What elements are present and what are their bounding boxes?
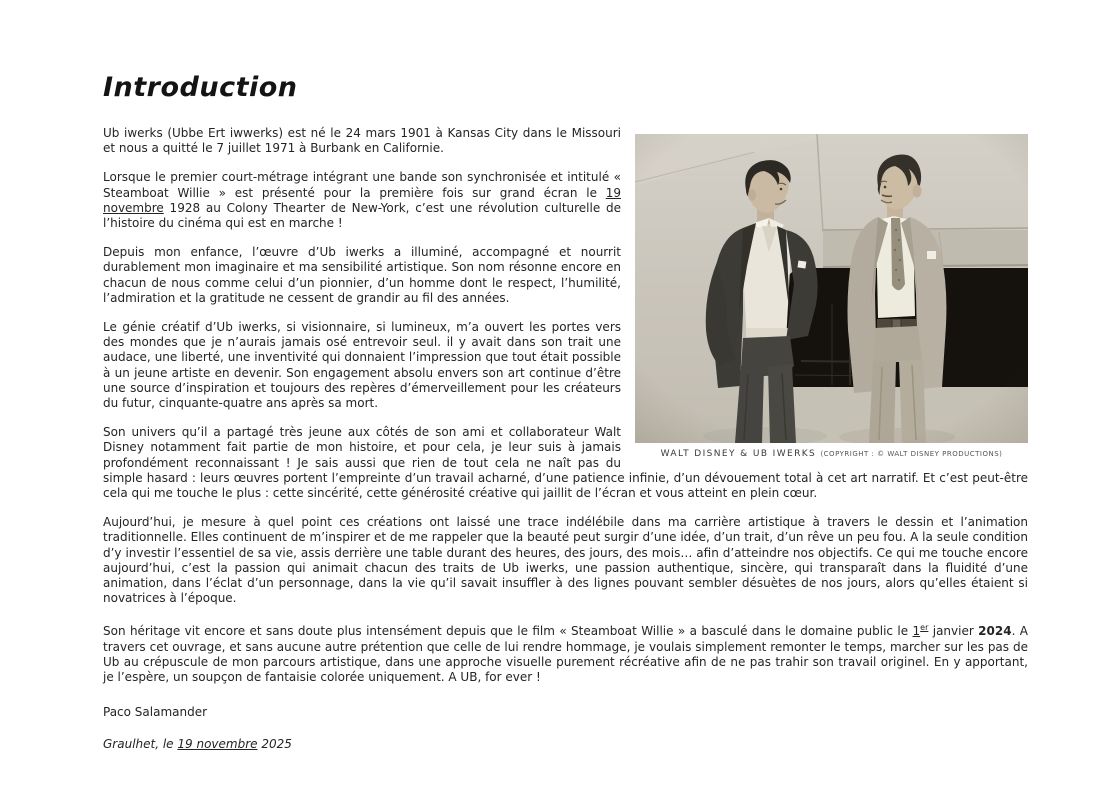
document-body — [103, 126, 1028, 752]
photo-caption-names: WALT DISNEY & UB IWERKS — [660, 449, 817, 459]
text-segment: Le génie créatif d’Ub iwerks, si visionnaire, si lumineux, m’a ouvert les portes vers des mondes que je n’aurais jamais osé entrevoir seul. il y avait dans son trait une audace, une liberté, une inventivité qui donnaient l’impression que tout était possible à un jeune artiste en devenir. Son engagement absolu envers son art continue d’être une source d’inspiration et toujours des repères d’émerveillement pour les créateurs du futur, cinquante-quatre ans après sa mort. — [103, 320, 621, 411]
signature: Paco Salamander — [103, 705, 208, 720]
text-segment: Son héritage vit encore et sans doute plus intensément depuis que le film « Steamboat Willie » a basculé dans le domaine public le — [103, 624, 913, 639]
text-segment: Depuis mon enfance, l’œuvre d’Ub iwerks a illuminé, accompagné et nourrit durablement mon imaginaire et ma sensibilité artistique. Son nom résonne encore en chacun de nous comme celui d’un pionnier, d’un homme dont le respect, l’humilité, l’admiration et la gratitude ne cessent de grandir au fil des années. — [103, 245, 621, 305]
text-segment: 2025 — [257, 736, 292, 751]
photo-caption — [635, 447, 1028, 462]
text-segment: Son univers qu’il a partagé très jeune aux côtés de son ami et collaborateur Walt Disney notamment fait partie de mon histoire, et pour cela, je leur suis à jamais profondément reconnaissant ! Je sais aussi que rien de tout cela ne naît pas du simple hasard : leurs œuvres portent l’empreinte d’un travail acharné, d’une patience infinie, d’un dévouement total à cet art narratif. Et c’est peut-être cela qui me touche le plus : cette sincérité, cette générosité créative qui jaillit de l’écran et vous atteint en plein cœur. — [103, 425, 1028, 501]
text-segment: 1 — [912, 624, 921, 639]
photo-figure — [635, 134, 1028, 462]
paragraph — [103, 515, 1028, 606]
date-line — [103, 737, 1028, 752]
text-segment: Ub iwerks (Ubbe Ert iwwerks) est né le 24 mars 1901 à Kansas City dans le Missouri et nous a quitté le 7 juillet 1971 à Burbank en Californie. — [103, 126, 621, 156]
text-segment: er — [920, 623, 929, 633]
text-segment: 19 novembre — [177, 736, 258, 751]
text-segment: Graulhet, le — [103, 736, 178, 751]
text-segment: Aujourd’hui, je mesure à quel point ces créations ont laissé une trace indélébile dans ma carrière artistique à travers le dessin et l’animation traditionnelle. Elles continuent de m’inspirer et de me rappeler que la beauté peut surgir d’une idée, d’un trait, d’un rêve un peu fou. A la seule condition d’y investir l’essentiel de sa vie, assis derrière une table durant des heures, des jours, des mois… afin d’atteindre nos objectifs. Ce qui me touche encore aujourd’hui, c’est la passion qui animait chacun des traits de Ub iwerks, une passion authentique, sincère, qui transparaît dans la fluidité d’une animation, dans l’éclat d’un personnage, dans la vie qu’il savait insuffler à des lignes pouvant sembler désuètes de nos jours, alors qu’elles étaient si novatrices à l’époque. — [103, 515, 1028, 606]
text-segment: 19 novembre — [103, 185, 621, 215]
text-segment: 2024 — [978, 624, 1012, 639]
text-segment: Lorsque le premier court-métrage intégrant une bande son synchronisée et intitulé « Steamboat Willie » est présenté pour la première fois sur grand écran le — [103, 170, 621, 200]
photo-caption-copyright: (COPYRIGHT : © WALT DISNEY PRODUCTIONS) — [820, 450, 1003, 458]
text-segment: janvier — [928, 624, 979, 639]
page-title: Introduction — [103, 72, 298, 103]
text-segment: 1928 au Colony Thearter de New-York, c’est une révolution culturelle de l’histoire du cinéma qui est en marche ! — [103, 200, 621, 231]
walt-disney-ub-iwerks-photo — [635, 134, 1028, 443]
text-segment: . A travers cet ouvrage, et sans aucune autre prétention que celle de lui rendre hommage, je voulais simplement remonter le temps, marcher sur les pas de Ub au crépuscule de mon parcours artistique, dans une approche visuelle purement récréative afin de ne pas trahir son travail originel. En y apportant, je l’espère, un soupçon de fantaisie colorée uniquement. A UB, for ever ! — [103, 624, 1028, 685]
paragraph — [103, 620, 1028, 685]
